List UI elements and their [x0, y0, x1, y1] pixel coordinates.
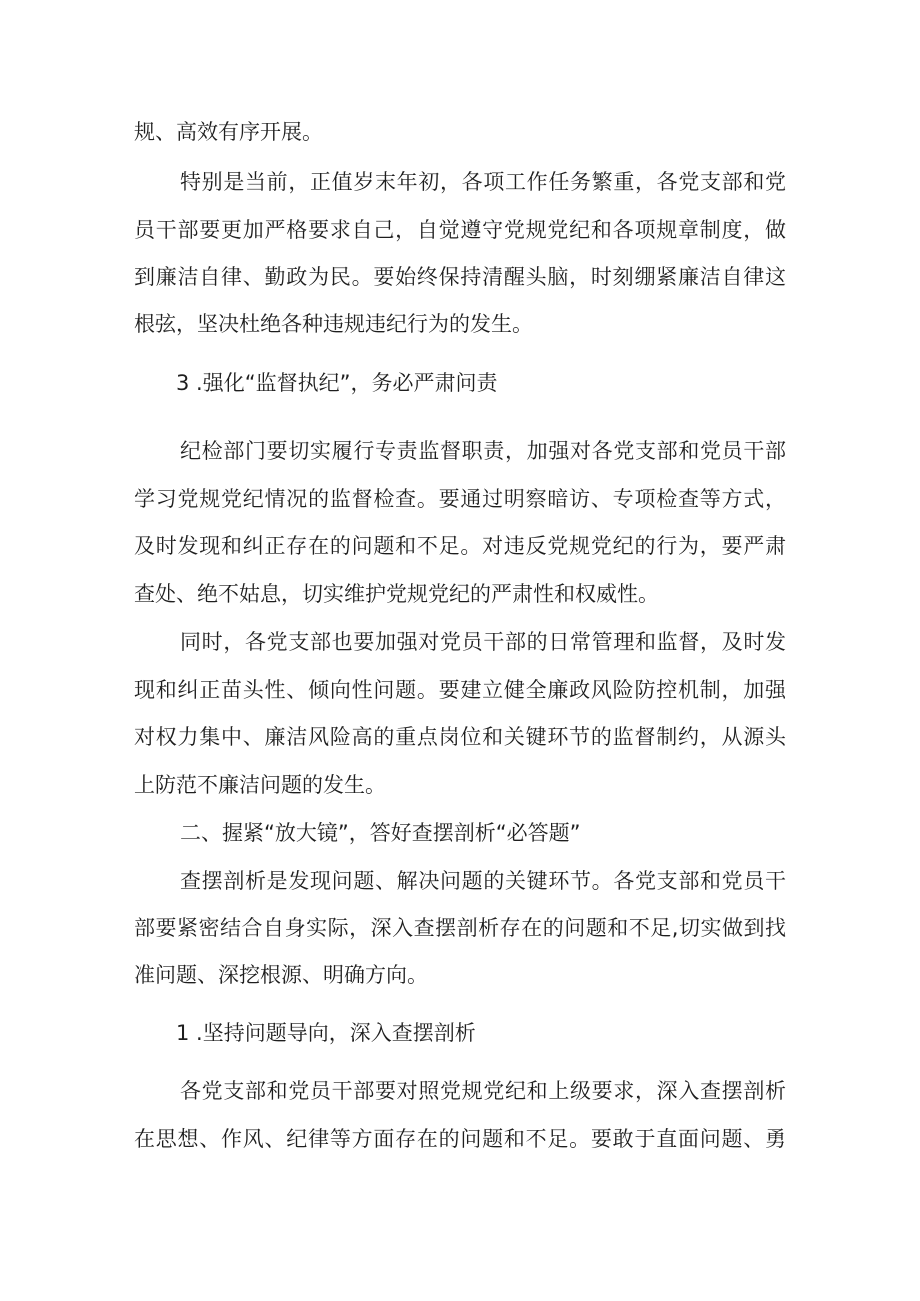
- paragraph-line: 到廉洁自律、勤政为民。要始终保持清醒头脑，时刻绷紧廉洁自律这: [134, 265, 786, 289]
- paragraph-line: 纪检部门要切实履行专责监督职责，加强对各党支部和党员干部: [180, 439, 786, 463]
- paragraph-line: 查摆剖析是发现问题、解决问题的关键环节。各党支部和党员干: [180, 869, 786, 893]
- paragraph-line: 规、高效有序开展。: [134, 120, 323, 144]
- paragraph-line: 根弦，坚决杜绝各种违规违纪行为的发生。: [134, 312, 533, 336]
- paragraph-line: 准问题、深挖根源、明确方向。: [134, 963, 428, 987]
- paragraph-line: 现和纠正苗头性、倾向性问题。要建立健全廉政风险防控机制，加强: [134, 678, 786, 702]
- section-heading: 1 .坚持问题导向，深入查摆剖析: [176, 1021, 476, 1045]
- paragraph-line: 及时发现和纠正存在的问题和不足。对违反党规党纪的行为，要严肃: [134, 534, 786, 558]
- section-heading: 二、握紧“放大镜”，答好查摆剖析“必答题”: [180, 821, 581, 845]
- paragraph-line: 员干部要更加严格要求自己，自觉遵守党规党纪和各项规章制度，做: [134, 218, 786, 242]
- section-heading: 3 .强化“监督执纪”，务必严肃问责: [176, 371, 498, 395]
- paragraph-line: 对权力集中、廉洁风险高的重点岗位和关键环节的监督制约，从源头: [134, 725, 786, 749]
- paragraph-line: 查处、绝不姑息，切实维护党规党纪的严肃性和权威性。: [134, 582, 659, 606]
- paragraph-line: 部要紧密结合自身实际，深入查摆剖析存在的问题和不足,切实做到找: [134, 916, 786, 940]
- paragraph-line: 同时，各党支部也要加强对党员干部的日常管理和监督，及时发: [180, 630, 786, 654]
- paragraph-line: 在思想、作风、纪律等方面存在的问题和不足。要敢于直面问题、勇: [134, 1127, 786, 1151]
- paragraph-line: 学习党规党纪情况的监督检查。要通过明察暗访、专项检查等方式，: [134, 487, 786, 511]
- paragraph-line: 上防范不廉洁问题的发生。: [134, 773, 386, 797]
- paragraph-line: 特别是当前，正值岁末年初，各项工作任务繁重，各党支部和党: [180, 170, 786, 194]
- paragraph-line: 各党支部和党员干部要对照党规党纪和上级要求，深入查摆剖析: [180, 1079, 786, 1103]
